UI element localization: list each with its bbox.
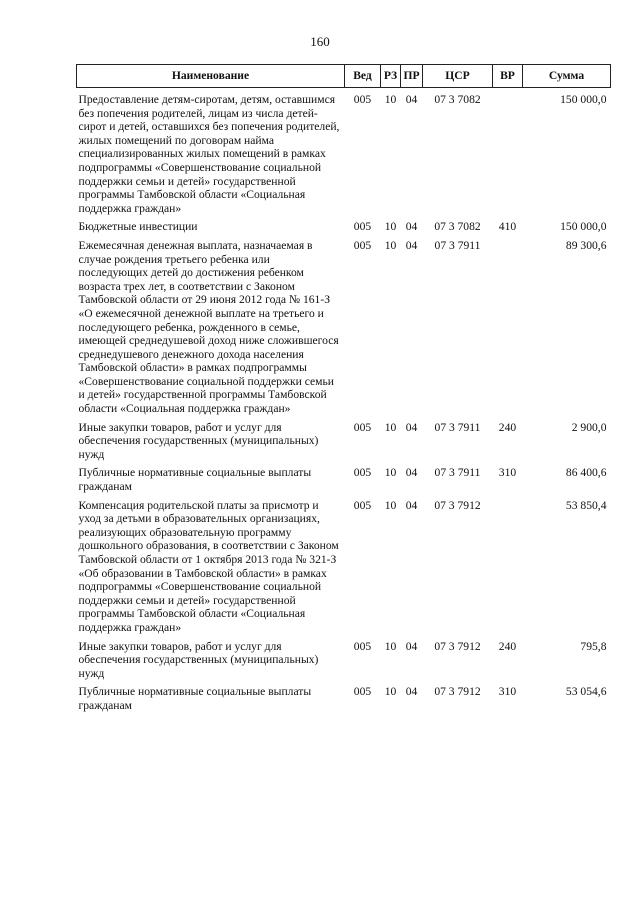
cell-rz: 10 bbox=[384, 639, 397, 653]
cell-pr: 04 bbox=[405, 93, 418, 106]
cell-name: Публичные нормативные социальные выплаты гражданам bbox=[78, 685, 312, 712]
table-row bbox=[77, 494, 611, 635]
cell-csr: 07 3 7912 bbox=[434, 685, 481, 699]
table-row bbox=[77, 635, 611, 681]
cell-pr: 04 bbox=[405, 498, 418, 512]
cell-ved: 005 bbox=[353, 498, 372, 512]
budget-table bbox=[76, 64, 611, 713]
cell-pr: 04 bbox=[405, 420, 418, 434]
cell-pr: 04 bbox=[405, 238, 418, 252]
cell-sum: 53 054,6 bbox=[565, 685, 607, 699]
cell-name: Публичные нормативные социальные выплаты гражданам bbox=[78, 466, 312, 494]
cell-sum: 89 300,6 bbox=[565, 238, 607, 252]
cell-csr: 07 3 7911 bbox=[434, 238, 481, 252]
cell-ved: 005 bbox=[353, 420, 372, 434]
cell-rz: 10 bbox=[384, 220, 397, 234]
cell-ved: 005 bbox=[353, 685, 372, 699]
cell-csr: 07 3 7082 bbox=[434, 93, 481, 106]
cell-vr: 310 bbox=[498, 685, 517, 699]
table-row bbox=[77, 88, 611, 216]
cell-vr: 240 bbox=[498, 420, 517, 434]
cell-ved: 005 bbox=[353, 220, 372, 234]
cell-name: Иные закупки товаров, работ и услуг для обеспечения государственных (муниципальных) нужд bbox=[78, 639, 319, 680]
header-ved: Вед bbox=[345, 65, 381, 88]
cell-vr: 240 bbox=[498, 639, 517, 653]
cell-rz: 10 bbox=[384, 498, 397, 512]
cell-sum: 86 400,6 bbox=[565, 466, 607, 480]
cell-vr: 310 bbox=[498, 466, 517, 480]
cell-rz: 10 bbox=[384, 685, 397, 699]
cell-name: Иные закупки товаров, работ и услуг для обеспечения государственных (муниципальных) нужд bbox=[78, 420, 319, 461]
header-row bbox=[77, 65, 611, 88]
cell-ved: 005 bbox=[353, 238, 372, 252]
cell-vr bbox=[493, 88, 523, 216]
cell-rz: 10 bbox=[384, 238, 397, 252]
header-csr: ЦСР bbox=[423, 65, 493, 88]
header-pr: ПР bbox=[401, 65, 423, 88]
cell-vr bbox=[493, 234, 523, 416]
cell-sum: 150 000,0 bbox=[560, 220, 607, 234]
cell-pr: 04 bbox=[405, 639, 418, 653]
cell-sum: 53 850,4 bbox=[565, 498, 607, 512]
header-sum: Сумма bbox=[523, 65, 611, 88]
cell-name: Ежемесячная денежная выплата, назначаемая в случае рождения третьего ребенка или последующих детей до достижения ребенком возраста трех лет, в соответствии с Законом Тамбовской области от 29 июня 2012 года № 161-З «О ежемесячной денежной выплате на третьего и последующего ребенка, рожденного в семье, имеющей среднедушевой доход ниже сложившегося среднедушевого денежного дохода населения Тамбовской области» в рамках подпрограммы «Совершенствование социальной поддержки семьи и детей» государственной программы Тамбовской области «Социальная поддержка граждан» bbox=[78, 238, 339, 416]
cell-csr: 07 3 7912 bbox=[434, 639, 481, 653]
cell-csr: 07 3 7912 bbox=[434, 498, 481, 512]
cell-pr: 04 bbox=[405, 685, 418, 699]
cell-rz: 10 bbox=[384, 93, 397, 106]
table-row bbox=[77, 461, 611, 493]
table-row bbox=[77, 215, 611, 234]
table-row bbox=[77, 680, 611, 712]
cell-ved: 005 bbox=[353, 466, 372, 480]
cell-pr: 04 bbox=[405, 466, 418, 480]
cell-name: Предоставление детям-сиротам, детям, оставшимся без попечения родителей, лицам из числа детей-сирот и детей, оставшихся без попечения родителей, жилых помещений по договорам найма специализированных жилых помещений в рамках подпрограммы «Совершенствование социальной поддержки семьи и детей» государственной программы Тамбовской области «Социальная поддержка граждан» bbox=[78, 93, 340, 215]
table-row bbox=[77, 234, 611, 416]
cell-csr: 07 3 7082 bbox=[434, 220, 481, 234]
header-vr: ВР bbox=[493, 65, 523, 88]
cell-csr: 07 3 7911 bbox=[434, 420, 481, 434]
table-row bbox=[77, 416, 611, 462]
cell-sum: 795,8 bbox=[580, 639, 607, 653]
cell-csr: 07 3 7911 bbox=[434, 466, 481, 480]
header-rz: РЗ bbox=[381, 65, 401, 88]
cell-ved: 005 bbox=[353, 639, 372, 653]
cell-rz: 10 bbox=[384, 466, 397, 480]
cell-pr: 04 bbox=[405, 220, 418, 234]
cell-ved: 005 bbox=[353, 93, 372, 106]
table-header bbox=[77, 65, 611, 88]
table-body bbox=[77, 88, 611, 713]
cell-name: Бюджетные инвестиции bbox=[78, 220, 198, 234]
cell-sum: 150 000,0 bbox=[560, 93, 607, 106]
cell-vr: 410 bbox=[498, 220, 517, 234]
cell-sum: 2 900,0 bbox=[571, 420, 607, 434]
header-name: Наименование bbox=[77, 65, 345, 88]
cell-rz: 10 bbox=[384, 420, 397, 434]
cell-name: Компенсация родительской платы за присмотр и уход за детьми в образовательных организациях, реализующих образовательную программу дошкольного образования, в соответствии с Законом Тамбовской области от 1 октября 2013 года № 321-З «Об образовании в Тамбовской области» в рамках подпрограммы «Совершенствование социальной поддержки семьи и детей» государственной программы Тамбовской области «Социальная поддержка граждан» bbox=[78, 498, 339, 634]
page-number: 160 bbox=[310, 34, 330, 49]
cell-vr bbox=[493, 494, 523, 635]
